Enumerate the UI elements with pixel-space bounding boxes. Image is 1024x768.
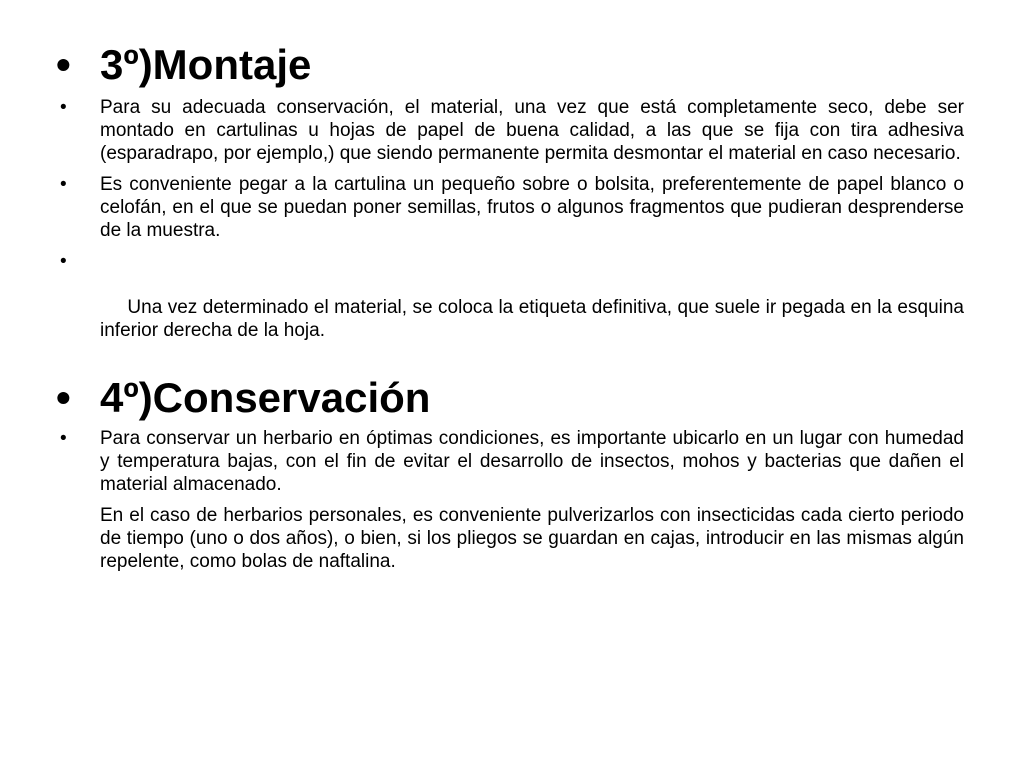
paragraph-text: Para conservar un herbario en óptimas condiciones, es importante ubicarlo en un lugar con humedad y temperatura bajas, con el fin de evitar el desarrollo de insectos, mohos y bacterias que dañen el material almacenado. [100, 428, 964, 495]
paragraph-conservacion-1 [56, 427, 964, 496]
section-title-text: 3º)Montaje [100, 41, 312, 88]
paragraph-conservacion-2 [56, 504, 964, 573]
paragraph-montaje-3 [56, 250, 970, 365]
bullet-glyph: • [60, 174, 67, 195]
paragraph-montaje-1 [56, 96, 964, 165]
bullet-glyph: • [60, 251, 67, 272]
paragraph-text: Para su adecuada conservación, el material, una vez que está completamente seco, debe ser montado en cartulinas u hojas de papel de buena calidad, a las que se fija con tira adhesiva (esparadrapo, por ejemplo,) que siendo permanente permita desmontar el material en caso necesario. [100, 97, 964, 164]
section-title-conservacion [56, 373, 964, 423]
section-title-text: 4º)Conservación [100, 374, 431, 421]
bullet-glyph: • [56, 374, 71, 421]
section-title-montaje [56, 40, 964, 90]
bullet-glyph: • [60, 428, 67, 449]
bullet-glyph: • [56, 41, 71, 88]
paragraph-montaje-2 [56, 173, 964, 242]
paragraph-text: Una vez determinado el material, se coloca la etiqueta definitiva, que suele ir pegada en la esquina inferior derecha de la hoja. [100, 297, 970, 341]
paragraph-text: Es conveniente pegar a la cartulina un pequeño sobre o bolsita, preferentemente de papel blanco o celofán, en el que se puedan poner semillas, frutos o algunos fragmentos que pudieran desprenderse de la muestra. [100, 174, 964, 241]
bullet-glyph: • [60, 97, 67, 118]
paragraph-text: En el caso de herbarios personales, es conveniente pulverizarlos con insecticidas cada cierto periodo de tiempo (uno o dos años), o bien, si los pliegos se guardan en cajas, introducir en las mismas algún repelente, como bolas de naftalina. [100, 505, 964, 572]
